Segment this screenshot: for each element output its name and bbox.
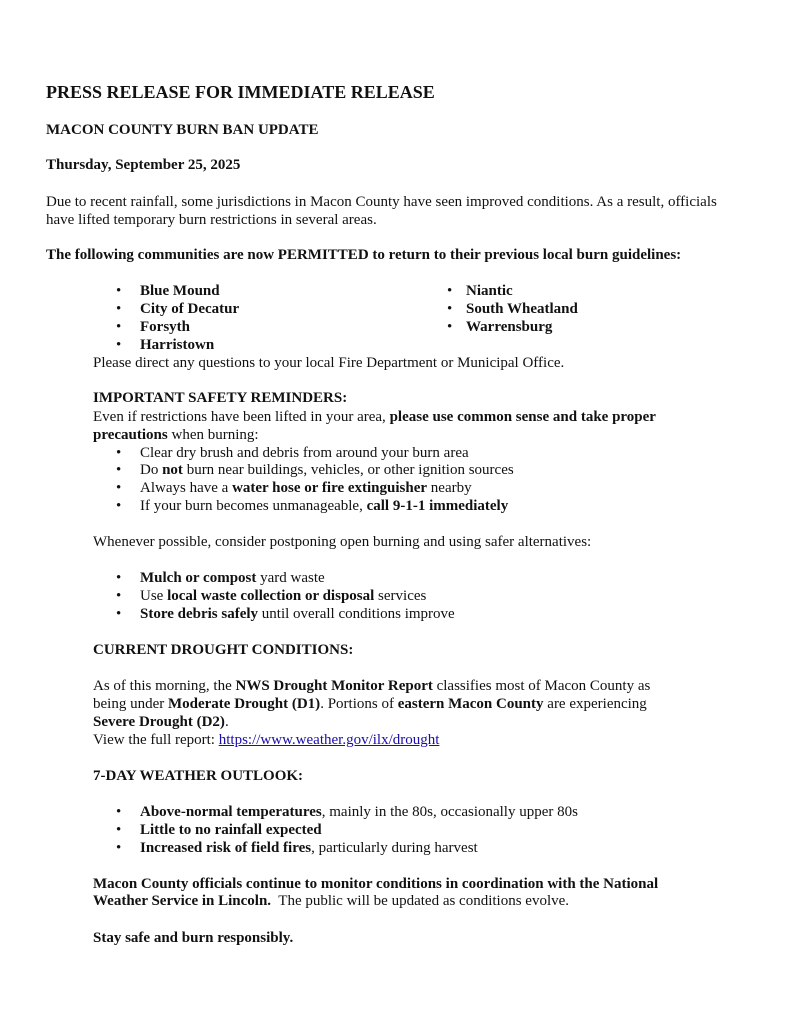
list-item — [140, 803, 578, 821]
text: until overall conditions improve — [258, 606, 455, 622]
questions-note: Please direct any questions to your local Fire Department or Municipal Office. — [93, 355, 565, 371]
list-item: Niantic — [466, 283, 513, 299]
closing-stay-safe: Stay safe and burn responsibly. — [93, 930, 294, 946]
text: Use — [140, 588, 168, 604]
text-bold: not — [162, 462, 183, 478]
bullet: • — [447, 319, 453, 335]
bullet: • — [116, 606, 122, 622]
bullet: • — [116, 301, 122, 317]
list-item: Harristown — [140, 337, 215, 353]
list-item — [140, 461, 514, 479]
text-bold: Store debris safely — [140, 606, 259, 622]
text-bold: please use common sense and take proper — [389, 409, 656, 425]
list-item — [140, 479, 472, 497]
text: , mainly in the 80s, occasionally upper 80s — [321, 804, 578, 820]
alternatives-intro: Whenever possible, consider postponing open burning and using safer alternatives: — [93, 534, 592, 550]
bullet: • — [116, 570, 122, 586]
bullet: • — [116, 588, 122, 604]
text-bold: water hose or fire extinguisher — [232, 480, 428, 496]
drought-report — [93, 731, 439, 749]
text-bold: Little to no rainfall expected — [140, 822, 322, 838]
list-item — [140, 605, 455, 623]
bullet: • — [116, 283, 122, 299]
bullet: • — [116, 822, 122, 838]
drought-heading: CURRENT DROUGHT CONDITIONS: — [93, 642, 354, 658]
page-title: PRESS RELEASE FOR IMMEDIATE RELEASE — [46, 82, 435, 102]
text-bold: call 9-1-1 immediately — [366, 498, 509, 514]
text: nearby — [427, 480, 472, 496]
text: . — [224, 714, 229, 730]
intro-line: have lifted temporary burn restrictions in several areas. — [46, 212, 377, 228]
permitted-heading: The following communities are now PERMITTED to return to their previous local burn guidelines: — [46, 247, 682, 263]
text: when burning: — [167, 427, 259, 443]
closing-text: Macon County officials continue to monitor conditions in coordination with the National — [93, 876, 659, 892]
text: View the full report: — [93, 732, 219, 748]
list-item: Warrensburg — [466, 319, 553, 335]
list-item: Blue Mound — [140, 283, 220, 299]
list-item — [140, 497, 508, 515]
intro-line: Due to recent rainfall, some jurisdictions in Macon County have seen improved conditions. As a result, officials — [46, 194, 717, 210]
text: Always have a — [140, 480, 233, 496]
text: are experiencing — [543, 696, 647, 712]
list-item — [140, 569, 325, 587]
text-bold: Moderate Drought (D1) — [167, 696, 321, 712]
bullet: • — [116, 480, 122, 496]
safety-text — [93, 426, 259, 444]
text: The public will be updated as conditions evolve. — [271, 893, 570, 909]
bullet: • — [447, 283, 453, 299]
text-bold: NWS Drought Monitor Report — [235, 678, 433, 694]
subtitle: MACON COUNTY BURN BAN UPDATE — [46, 122, 319, 138]
bullet: • — [447, 301, 453, 317]
text-bold: Weather Service in Lincoln. — [93, 893, 272, 909]
drought-report-link[interactable]: https://www.weather.gov/ilx/drought — [218, 732, 440, 748]
text-bold: Mulch or compost — [140, 570, 257, 586]
release-date: Thursday, September 25, 2025 — [46, 157, 241, 173]
text: being under — [93, 696, 168, 712]
bullet: • — [116, 462, 122, 478]
list-item — [140, 587, 426, 605]
list-item: Forsyth — [140, 319, 190, 335]
closing-text — [93, 892, 569, 910]
list-item: City of Decatur — [140, 301, 240, 317]
bullet: • — [116, 319, 122, 335]
drought-text — [93, 677, 650, 695]
text: burn near buildings, vehicles, or other ignition sources — [182, 462, 514, 478]
outlook-heading: 7-DAY WEATHER OUTLOOK: — [93, 768, 304, 784]
text: services — [374, 588, 427, 604]
list-item — [140, 839, 478, 857]
bullet: • — [116, 445, 122, 461]
drought-text — [93, 695, 647, 713]
safety-text — [93, 408, 656, 426]
drought-text — [93, 713, 229, 731]
list-item — [140, 821, 322, 839]
text-bold: eastern Macon County — [397, 696, 544, 712]
text-bold: precautions — [93, 427, 168, 443]
text: Clear dry brush and debris from around your burn area — [140, 445, 469, 461]
list-item — [140, 444, 469, 462]
text: , particularly during harvest — [311, 840, 478, 856]
text-bold: Severe Drought (D2) — [93, 714, 225, 730]
bullet: • — [116, 498, 122, 514]
bullet: • — [116, 840, 122, 856]
text-bold: Increased risk of field fires — [140, 840, 312, 856]
text: Do — [140, 462, 163, 478]
text: . Portions of — [320, 696, 398, 712]
safety-heading: IMPORTANT SAFETY REMINDERS: — [93, 390, 348, 406]
text: Even if restrictions have been lifted in your area, — [93, 409, 390, 425]
text: If your burn becomes unmanageable, — [140, 498, 367, 514]
list-item: South Wheatland — [466, 301, 578, 317]
bullet: • — [116, 804, 122, 820]
text-bold: local waste collection or disposal — [167, 588, 375, 604]
bullet: • — [116, 337, 122, 353]
text: As of this morning, the — [93, 678, 236, 694]
text: classifies most of Macon County as — [432, 678, 651, 694]
text: yard waste — [256, 570, 325, 586]
text-bold: Above-normal temperatures — [140, 804, 322, 820]
